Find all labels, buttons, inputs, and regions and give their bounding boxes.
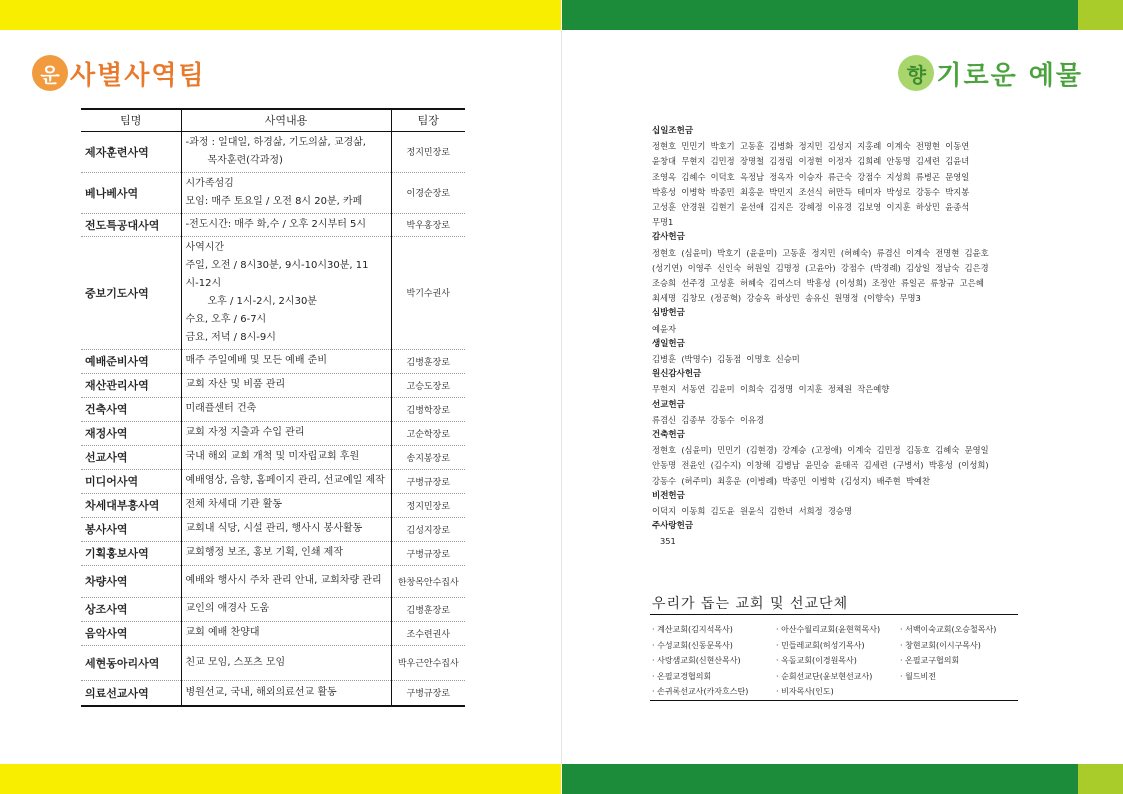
offering-names: 김병훈 (박명수) 김동점 이명호 신승미 xyxy=(652,354,800,365)
team-name: 베나베사역 xyxy=(81,172,181,213)
team-content xyxy=(181,373,391,397)
offering-group-title: 비전헌금 xyxy=(652,490,685,501)
support-item: · 사랑샘교회(신현산목사) xyxy=(652,656,741,665)
content-line: 시가족섬김 xyxy=(185,177,234,189)
content-line: 교회내 식당, 시설 관리, 행사시 봉사활동 xyxy=(185,523,363,534)
title-circle-icon xyxy=(32,55,68,91)
table-row xyxy=(81,565,465,597)
offering-group-title: 원신감사헌금 xyxy=(652,369,702,380)
offering-names: 강동수 (허주미) 최홍운 (이병례) 박종민 이병학 (김성지) 배주현 박예찬 xyxy=(652,475,931,486)
team-leader: 김병훈장로 xyxy=(391,597,465,621)
table-row xyxy=(81,421,465,445)
team-content xyxy=(181,213,391,236)
team-name: 제자훈련사역 xyxy=(81,131,181,172)
offering-names: 정현호 민민기 박호기 고동훈 김병화 정지민 김성지 지홍례 이계숙 전명현 이동연 xyxy=(652,141,970,152)
team-content xyxy=(181,645,391,680)
team-name: 재정사역 xyxy=(81,421,181,445)
table-row xyxy=(81,373,465,397)
team-content xyxy=(181,541,391,565)
content-line: 예배영상, 음향, 홈페이지 관리, 선교예일 제작 xyxy=(185,475,385,486)
team-leader: 구병규장로 xyxy=(391,469,465,493)
content-line: 교회행정 보조, 홍보 기획, 인쇄 제작 xyxy=(185,547,343,558)
team-leader: 한창목안수집사 xyxy=(391,565,465,597)
team-content xyxy=(181,517,391,541)
team-content xyxy=(181,597,391,621)
table-row xyxy=(81,541,465,565)
divider xyxy=(650,700,1018,701)
team-content xyxy=(181,349,391,373)
top-bar-lime xyxy=(1078,0,1123,30)
team-leader: 김성지장로 xyxy=(391,517,465,541)
title-circle-char: 향 xyxy=(906,62,927,87)
content-line: 교회 자산 및 비품 관리 xyxy=(185,379,286,390)
content-line: 교회 예배 찬양대 xyxy=(185,627,260,638)
table-body xyxy=(81,131,465,706)
offering-names: 조영옥 김혜수 이덕호 옥정남 정옥자 이승자 류근숙 강점수 지성희 류병곤 문영일 xyxy=(652,171,970,182)
offering-names: 이덕지 이동희 김도윤 원윤식 김한녀 서희정 경승명 xyxy=(652,506,852,517)
content-line: 주일, 오전 / 8시30분, 9시-10시30분, 11시-12시 xyxy=(185,259,369,289)
team-leader: 김병학장로 xyxy=(391,397,465,421)
offering-group-title: 감사헌금 xyxy=(652,232,685,243)
top-bar-green xyxy=(562,0,1078,30)
support-item: · 민들레교회(허성기목사) xyxy=(776,640,865,650)
team-name: 세현동아리사역 xyxy=(81,645,181,680)
team-leader: 박기수권사 xyxy=(391,236,465,349)
offering-names: 안동명 전윤인 (김수지) 이창해 김병남 윤민승 윤태곡 김세련 (구병서) 박흥성 (이성희) xyxy=(652,460,989,471)
team-leader: 정지민장로 xyxy=(391,131,465,172)
offering-names: 박흥성 이병학 박종민 최홍운 박민지 조선식 허만득 테미자 박성로 강동수 박지봉 xyxy=(652,186,970,197)
team-name: 선교사역 xyxy=(81,445,181,469)
offering-group-title: 심방헌금 xyxy=(652,308,685,319)
content-line: 매주 주일예배 및 모든 예배 준비 xyxy=(185,355,327,366)
offering-names: 고성훈 안경원 김현기 윤선애 김지은 강혜정 이유경 김보영 이지훈 하상민 윤종석 xyxy=(652,202,970,213)
team-content xyxy=(181,421,391,445)
offering-names: 무명1 xyxy=(652,217,674,228)
offering-names: 최세명 김창모 (정공혁) 강승옥 하상민 송유신 원명정 (이향숙) 무명3 xyxy=(652,293,921,304)
support-item: · 창현교회(이시구목사) xyxy=(900,640,981,650)
team-content xyxy=(181,397,391,421)
table-row xyxy=(81,236,465,349)
content-line: 사역시간 xyxy=(185,241,225,253)
content-line: 금요, 저녁 / 8시-9시 xyxy=(185,331,276,343)
team-name: 건축사역 xyxy=(81,397,181,421)
team-leader: 김병훈장로 xyxy=(391,349,465,373)
title-text: 기로운 예물 xyxy=(936,60,1083,91)
top-bar-yellow xyxy=(0,0,561,30)
team-name: 재산관리사역 xyxy=(81,373,181,397)
bottom-bar-green xyxy=(562,764,1078,794)
team-name: 전도특공대사역 xyxy=(81,213,181,236)
offering-names: 정현호 (심윤미) 박호기 (윤윤미) 고동훈 정지민 (허혜숙) 류겸신 이계숙 전명현 김윤호 xyxy=(652,247,989,258)
title-circle-icon xyxy=(898,55,934,91)
team-content xyxy=(181,621,391,645)
header-leader: 팀장 xyxy=(391,109,465,131)
right-page-title xyxy=(898,52,1083,94)
support-title: 우리가 돕는 교회 및 선교단체 xyxy=(652,596,849,612)
offering-group-title: 선교헌금 xyxy=(652,399,685,410)
content-line: -전도시간: 매주 화,수 / 오후 2시부터 5시 xyxy=(185,218,367,230)
team-content xyxy=(181,445,391,469)
support-item: · 순회선교단(윤보현선교사) xyxy=(776,671,873,681)
table-row xyxy=(81,349,465,373)
team-name: 의료선교사역 xyxy=(81,680,181,706)
table-row xyxy=(81,172,465,213)
table-row xyxy=(81,621,465,645)
content-line: 수요, 오후 / 6-7시 xyxy=(185,313,267,325)
left-page-title xyxy=(32,52,206,94)
content-line: -과정 : 일대일, 하경삶, 기도의삶, 교경삶, xyxy=(185,136,366,148)
support-item: · 비자목사(인도) xyxy=(776,687,834,696)
team-name: 예배준비사역 xyxy=(81,349,181,373)
content-line: 병원선교, 국내, 해외의료선교 활동 xyxy=(185,686,337,698)
content-line: 예배와 행사시 주차 관리 안내, 교회차량 관리 xyxy=(185,575,382,586)
team-name: 기획홍보사역 xyxy=(81,541,181,565)
team-content xyxy=(181,680,391,706)
offering-names: 윤창대 무현지 김민정 장명철 김정림 이정현 이정자 김희례 안동명 김세련 김윤녀 xyxy=(652,156,970,167)
header-team-name: 팀명 xyxy=(81,109,181,131)
offering-group-title: 십일조헌금 xyxy=(652,126,694,136)
support-item: · 수성교회(신동문목사) xyxy=(652,640,733,650)
offering-group-title: 생일헌금 xyxy=(652,338,685,349)
offering-names: 예윤자 xyxy=(652,323,677,334)
offering-list xyxy=(652,124,1042,550)
content-line: 친교 모임, 스포츠 모임 xyxy=(185,656,286,668)
table-row xyxy=(81,445,465,469)
team-content xyxy=(181,469,391,493)
support-list xyxy=(652,622,1022,700)
offering-names: 조승희 선주경 고성훈 허혜숙 김여스더 박흥성 (이성희) 조정안 류일곤 류창규 고은혜 xyxy=(652,278,984,289)
offering-names: (성기연) 이영주 신인숙 허원일 김명정 (고윤아) 강점수 (박경례) 김상일 정남숙 김은경 xyxy=(652,262,989,273)
offering-names: 정현호 (심윤미) 민민기 (김현경) 강계승 (고정애) 이계숙 김민정 김동호 김혜숙 문영일 xyxy=(652,445,989,456)
team-content xyxy=(181,565,391,597)
team-name: 미디어사역 xyxy=(81,469,181,493)
ministry-table xyxy=(81,108,465,707)
title-text: 사별사역팀 xyxy=(70,60,206,91)
team-name: 음악사역 xyxy=(81,621,181,645)
table-row xyxy=(81,213,465,236)
support-item: · 계산교회(김지석목사) xyxy=(652,625,733,634)
bottom-bar-yellow xyxy=(0,764,561,794)
support-item: · 아산수월리교회(윤현혁목사) xyxy=(776,625,881,634)
support-item: · 온필교구협의회 xyxy=(900,656,960,665)
offering-names: 류겸신 김종부 강동수 이유경 xyxy=(652,414,765,425)
divider xyxy=(650,614,1018,615)
support-item: · 손귀록선교사(카자흐스탄) xyxy=(652,687,749,696)
team-leader: 박우홍장로 xyxy=(391,213,465,236)
offering-names: 무현지 서동연 김윤미 이희숙 김정명 이지훈 정체원 작은예향 xyxy=(652,384,890,395)
team-leader: 고승도장로 xyxy=(391,373,465,397)
offering-names: 351 xyxy=(660,536,676,547)
team-content xyxy=(181,131,391,172)
table-row xyxy=(81,469,465,493)
team-content xyxy=(181,493,391,517)
table-row xyxy=(81,517,465,541)
team-leader: 구병규장로 xyxy=(391,680,465,706)
table-row xyxy=(81,645,465,680)
offering-group-title: 주사랑헌금 xyxy=(652,521,694,532)
team-name: 상조사역 xyxy=(81,597,181,621)
team-name: 차량사역 xyxy=(81,565,181,597)
support-item: · 옥돌교회(이경원목사) xyxy=(776,656,857,665)
team-leader: 송지봉장로 xyxy=(391,445,465,469)
bottom-bar-lime xyxy=(1078,764,1123,794)
team-content xyxy=(181,172,391,213)
team-name: 중보기도사역 xyxy=(81,236,181,349)
support-item: · 서백이숙교회(오승철목사) xyxy=(900,625,997,634)
team-leader: 고순학장로 xyxy=(391,421,465,445)
team-leader: 조수련권사 xyxy=(391,621,465,645)
content-line: 오후 / 1시-2시, 2시30분 xyxy=(207,295,317,307)
table-row xyxy=(81,680,465,706)
team-name: 차세대부흥사역 xyxy=(81,493,181,517)
team-leader: 구병규장로 xyxy=(391,541,465,565)
content-line: 전체 차세대 기관 활동 xyxy=(185,499,282,510)
table-row xyxy=(81,131,465,172)
content-line: 미래플센터 건축 xyxy=(185,403,257,414)
table-row xyxy=(81,597,465,621)
offering-group-title: 건축헌금 xyxy=(652,430,685,441)
team-content xyxy=(181,236,391,349)
team-leader: 정지민장로 xyxy=(391,493,465,517)
header-content: 사역내용 xyxy=(181,109,391,131)
support-item: · 온필교경협의회 xyxy=(652,671,712,681)
table-row xyxy=(81,493,465,517)
support-item: · 월드비전 xyxy=(900,671,936,681)
title-circle-char: 운 xyxy=(40,62,60,87)
team-name: 봉사사역 xyxy=(81,517,181,541)
content-line: 교회 자정 지출과 수입 관리 xyxy=(185,427,305,438)
team-leader: 이경순장로 xyxy=(391,172,465,213)
table-row xyxy=(81,397,465,421)
table-header-row xyxy=(81,109,465,131)
content-line: 목자훈련(각과정) xyxy=(207,154,283,166)
page-divider xyxy=(561,30,562,764)
content-line: 국내 해외 교회 개척 및 미자립교회 후원 xyxy=(185,451,360,462)
content-line: 교인의 애경사 도움 xyxy=(185,603,270,614)
team-leader: 박우근안수집사 xyxy=(391,645,465,680)
content-line: 모임: 매주 토요일 / 오전 8시 20분, 카페 xyxy=(185,195,363,207)
